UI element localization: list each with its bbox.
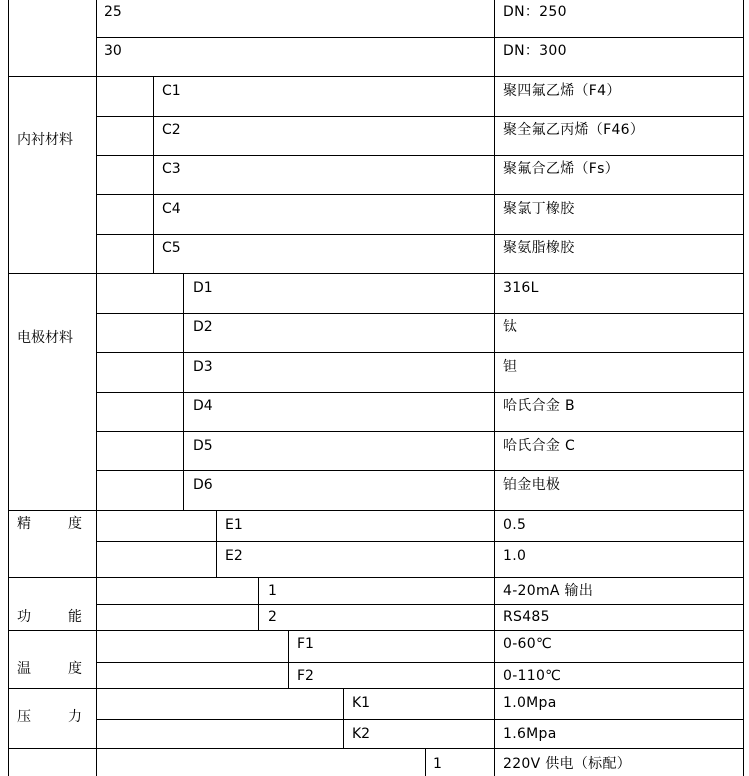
option-desc: RS485 (503, 609, 550, 625)
option-code: C4 (162, 201, 181, 217)
option-code: D5 (193, 438, 213, 454)
option-code: 1 (433, 756, 442, 772)
row-label-pressure-b: 力 (68, 709, 82, 725)
row-label-electrode: 电极材料 (17, 330, 73, 346)
size-desc: DN：300 (503, 43, 567, 59)
option-desc: 聚氟合乙烯（Fs） (503, 161, 620, 177)
option-code: D4 (193, 398, 213, 414)
option-desc: 聚氯丁橡胶 (503, 201, 575, 217)
grid-line (8, 630, 744, 631)
option-code: C2 (162, 122, 181, 138)
grid-line (96, 116, 744, 117)
grid-line (96, 541, 744, 542)
row-label-pressure-a: 压 (17, 709, 31, 725)
row-label-temperature-b: 度 (68, 661, 82, 677)
option-desc: 1.0Mpa (503, 695, 557, 711)
size-desc: DN：250 (503, 4, 567, 20)
option-code: E1 (225, 517, 243, 533)
option-code: E2 (225, 548, 243, 564)
grid-line (96, 662, 744, 663)
option-code: D1 (193, 280, 213, 296)
size-code: 30 (104, 43, 122, 59)
option-desc: 铂金电极 (503, 477, 561, 493)
grid-line (8, 76, 744, 77)
row-label-accuracy-b: 度 (68, 516, 82, 532)
row-label-accuracy-a: 精 (17, 516, 31, 532)
option-desc: 聚全氟乙丙烯（F46） (503, 122, 645, 138)
grid-line (96, 719, 744, 720)
option-desc: 钽 (503, 359, 518, 375)
grid-line (153, 76, 154, 273)
grid-line (96, 352, 744, 353)
grid-line (288, 630, 289, 688)
option-desc: 钛 (503, 319, 518, 335)
option-code: 2 (268, 609, 277, 625)
grid-line (8, 510, 744, 511)
grid-line (96, 431, 744, 432)
size-code: 25 (104, 4, 122, 20)
option-desc: 1.0 (503, 548, 527, 564)
grid-line (8, 0, 9, 776)
grid-line (8, 688, 744, 689)
grid-line (96, 313, 744, 314)
row-label-lining: 内衬材料 (17, 132, 73, 148)
option-desc: 哈氏合金 B (503, 398, 575, 414)
grid-line (425, 748, 426, 776)
option-code: C1 (162, 83, 181, 99)
option-desc: 220V 供电（标配） (503, 756, 632, 772)
option-code: D3 (193, 359, 213, 375)
grid-line (96, 604, 744, 605)
row-label-temperature-a: 温 (17, 661, 31, 677)
option-desc: 1.6Mpa (503, 726, 557, 742)
grid-line (8, 577, 744, 578)
option-code: D2 (193, 319, 213, 335)
grid-line (8, 748, 744, 749)
grid-line (8, 273, 744, 274)
grid-line (96, 470, 744, 471)
option-code: D6 (193, 477, 213, 493)
grid-line (343, 688, 344, 748)
row-label-function-b: 能 (68, 609, 82, 625)
grid-line (96, 234, 744, 235)
option-desc: 哈氏合金 C (503, 438, 576, 454)
grid-line (96, 194, 744, 195)
option-code: C3 (162, 161, 181, 177)
option-code: F2 (297, 668, 314, 684)
option-code: K2 (352, 726, 371, 742)
option-code: F1 (297, 636, 314, 652)
option-desc: 聚四氟乙烯（F4） (503, 83, 621, 99)
option-desc: 4-20mA 输出 (503, 583, 594, 599)
row-label-function-a: 功 (17, 609, 31, 625)
grid-line (96, 37, 744, 38)
option-desc: 0-60℃ (503, 636, 552, 652)
option-desc: 聚氨脂橡胶 (503, 240, 575, 256)
option-code: K1 (352, 695, 371, 711)
option-code: C5 (162, 240, 181, 256)
option-desc: 0.5 (503, 517, 527, 533)
grid-line (96, 392, 744, 393)
option-desc: 316L (503, 280, 539, 296)
grid-line (96, 155, 744, 156)
option-code: 1 (268, 583, 277, 599)
option-desc: 0-110℃ (503, 668, 562, 684)
grid-line (216, 510, 217, 577)
